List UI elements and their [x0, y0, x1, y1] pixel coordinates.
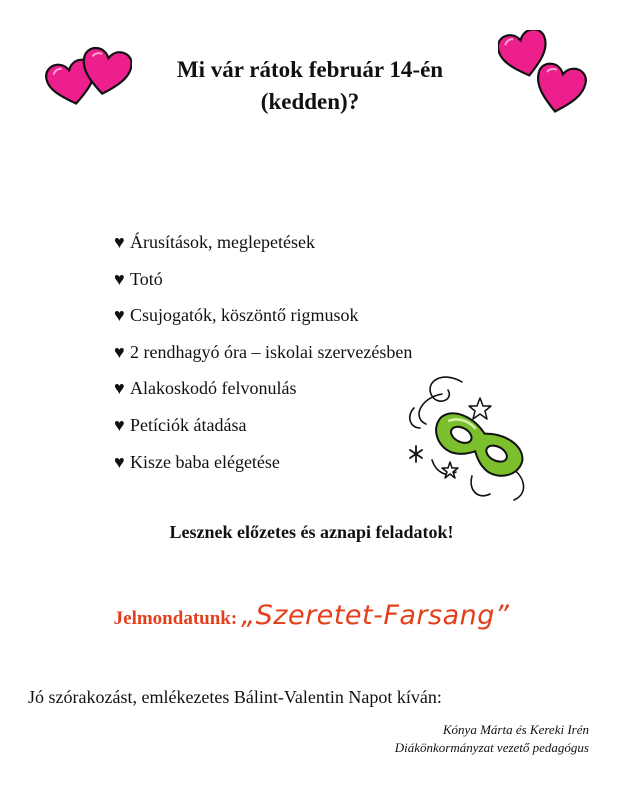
carnival-mask-icon	[402, 368, 534, 510]
list-item	[114, 372, 412, 409]
tasks-note: Lesznek előzetes és aznapi feladatok!	[169, 522, 454, 542]
signature-role: Diákönkormányzat vezető pedagógus	[394, 740, 589, 755]
program-list	[114, 226, 412, 482]
title-line-1: Mi vár rátok február 14-én	[176, 57, 444, 82]
heart-bullet-icon: ♥	[114, 451, 125, 472]
list-item	[114, 336, 412, 373]
list-item-text: Árusítások, meglepetések	[130, 232, 315, 252]
motto-value: „Szeretet-Farsang”	[241, 600, 510, 631]
list-item-text: 2 rendhagyó óra – iskolai szervezésben	[130, 341, 413, 362]
list-item	[114, 446, 412, 483]
title-line-2: (kedden)?	[260, 89, 360, 114]
signature-names: Kónya Márta és Kereki Irén	[442, 722, 589, 737]
list-item-text: Alakoskodó felvonulás	[130, 378, 297, 399]
list-item-text: Csujogatók, köszöntő rigmusok	[130, 305, 359, 326]
hearts-right-icon	[498, 30, 590, 126]
list-item	[114, 409, 412, 446]
page-title	[110, 54, 510, 118]
motto-label: Jelmondatunk:	[113, 608, 238, 629]
heart-bullet-icon: ♥	[114, 232, 125, 252]
closing-text: Jó szórakozást, emlékezetes Bálint-Valentin Napot kíván:	[28, 687, 442, 707]
heart-bullet-icon: ♥	[114, 378, 125, 399]
heart-bullet-icon: ♥	[114, 341, 125, 362]
list-item-text: Kisze baba elégetése	[130, 451, 280, 472]
motto	[0, 600, 623, 631]
heart-bullet-icon: ♥	[114, 414, 125, 435]
list-item-text: Totó	[130, 268, 163, 289]
heart-bullet-icon: ♥	[114, 268, 125, 289]
list-item	[114, 299, 412, 336]
heart-bullet-icon: ♥	[114, 305, 125, 326]
list-item	[114, 226, 412, 263]
list-item-text: Petíciók átadása	[130, 414, 247, 435]
list-item	[114, 263, 412, 300]
